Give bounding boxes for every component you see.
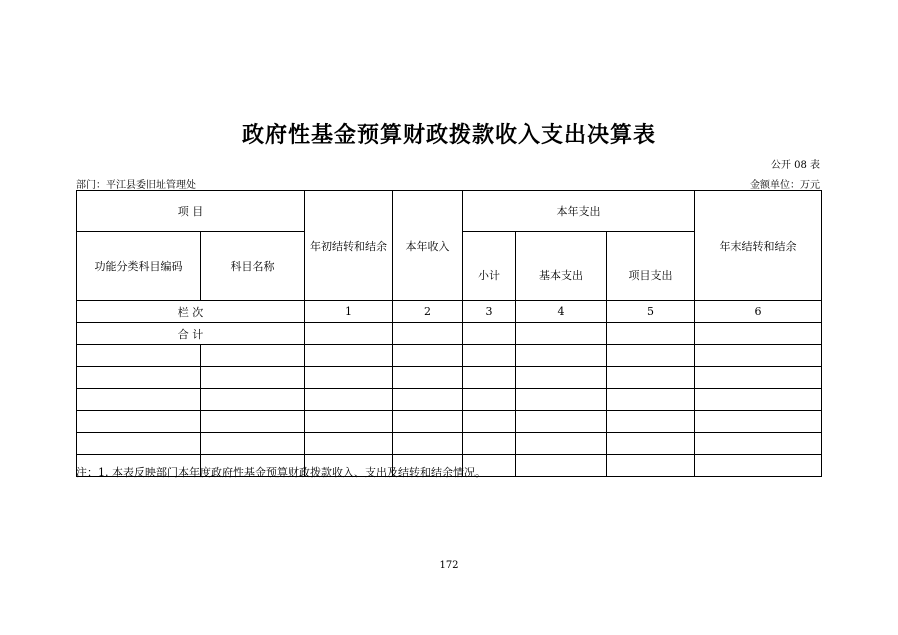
table-note: 注：1. 本表反映部门本年度政府性基金预算财政拨款收入、支出及结转和结余情况。 [76,466,486,479]
table-row [77,389,822,411]
table-row-total [77,323,822,345]
header-project: 项 目 [77,191,305,232]
col-num: 5 [607,301,695,323]
table-cell [393,389,463,411]
table-cell [607,411,695,433]
header-expense: 本年支出 [463,191,695,232]
table-cell [607,323,695,345]
table-cell [393,433,463,455]
table-cell [463,323,516,345]
table-cell [607,367,695,389]
table-cell [695,345,822,367]
table-cell [305,433,393,455]
row-label-total: 合 计 [77,323,305,345]
budget-table [76,190,822,477]
unit-label: 金额单位：万元 [750,180,820,191]
table-row [77,345,822,367]
header-func-code: 功能分类科目编码 [77,232,201,301]
table-cell [516,411,607,433]
table-cell [463,367,516,389]
table-cell [393,323,463,345]
header-subtotal: 小计 [463,232,516,301]
table-cell [77,433,201,455]
col-num: 4 [516,301,607,323]
table-row [77,433,822,455]
table-cell [607,455,695,477]
table-cell [516,433,607,455]
table-cell [463,345,516,367]
header-subject-name: 科目名称 [201,232,305,301]
table-cell [695,323,822,345]
col-num: 6 [695,301,822,323]
table-cell [607,433,695,455]
page-title: 政府性基金预算财政拨款收入支出决算表 [241,123,656,148]
table-cell [305,367,393,389]
table-cell [695,367,822,389]
header-income: 本年收入 [393,191,463,301]
col-num: 2 [393,301,463,323]
table-cell [305,389,393,411]
table-cell [77,389,201,411]
table-cell [516,367,607,389]
table-cell [695,433,822,455]
table-cell [77,345,201,367]
page-number: 172 [439,560,459,571]
department-label: 部门：平江县委旧址管理处 [76,180,196,191]
table-cell [201,389,305,411]
table-cell [305,345,393,367]
header-project-exp: 项目支出 [607,232,695,301]
table-cell [516,345,607,367]
table-cell [77,411,201,433]
table-cell [77,367,201,389]
table-cell [516,389,607,411]
table-cell [695,411,822,433]
table-cell [201,411,305,433]
table-cell [463,389,516,411]
table-cell [201,345,305,367]
table-cell [305,323,393,345]
table-cell [516,455,607,477]
header-begin-balance: 年初结转和结余 [305,191,393,301]
row-label-column-index: 栏 次 [77,301,305,323]
col-num: 3 [463,301,516,323]
col-num: 1 [305,301,393,323]
table-cell [201,367,305,389]
table-cell [463,433,516,455]
header-basic: 基本支出 [516,232,607,301]
table-cell [695,389,822,411]
table-cell [607,389,695,411]
table-cell [393,411,463,433]
table-cell [393,345,463,367]
table-cell [305,411,393,433]
table-cell [393,367,463,389]
table-cell [463,411,516,433]
table-cell [607,345,695,367]
table-cell [201,433,305,455]
header-end-balance: 年末结转和结余 [695,191,822,301]
table-row [77,411,822,433]
table-code: 公开 08 表 [770,160,820,171]
table-row [77,367,822,389]
table-cell [695,455,822,477]
table-cell [516,323,607,345]
